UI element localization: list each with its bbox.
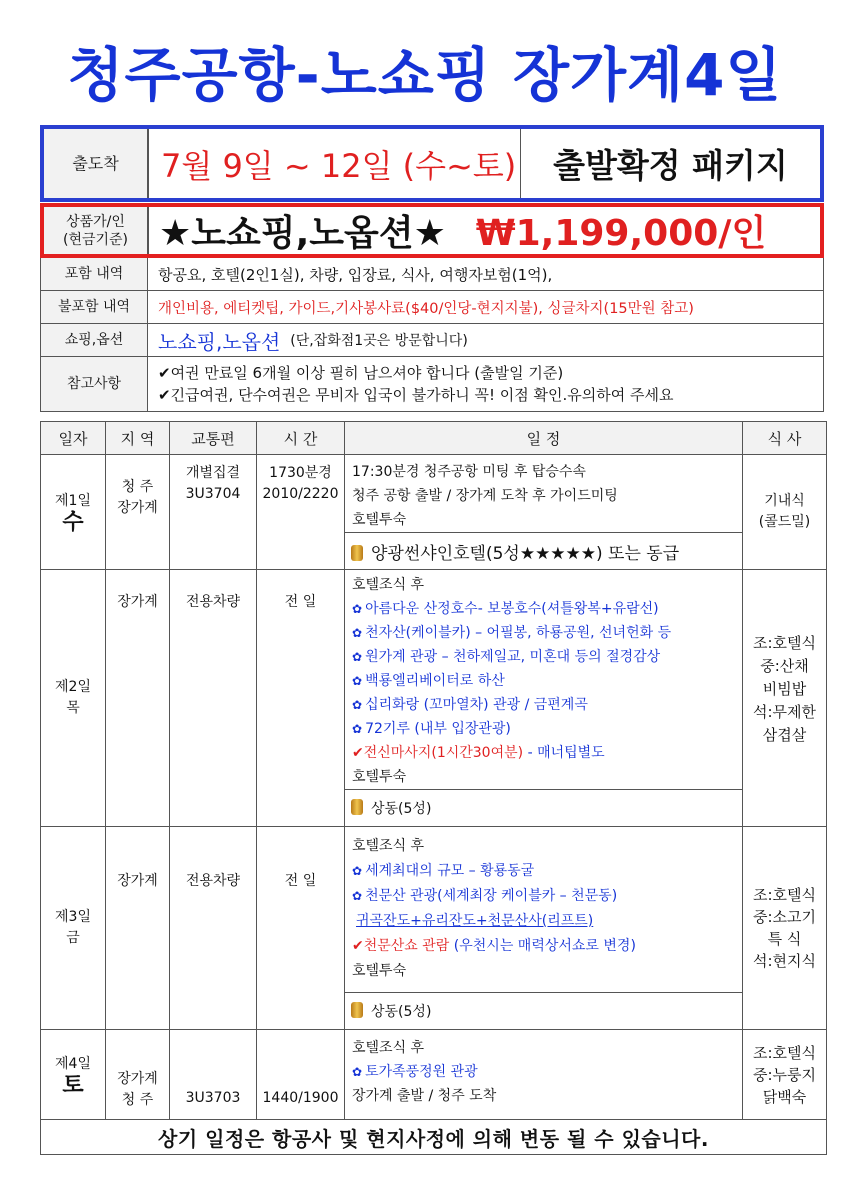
day1-hotel (345, 533, 743, 570)
day3-num: 제3일 (55, 909, 91, 925)
day2-meal-4: 석:무제한 (752, 703, 816, 721)
price-value (149, 207, 766, 254)
notes-value (148, 357, 673, 411)
day1-transport (170, 455, 257, 570)
shopping-value-main: 노쇼핑,노옵션 (158, 329, 281, 354)
include-row (40, 258, 824, 291)
flower-bullet-icon: ✿ (352, 626, 363, 640)
day4-region-2: 청 주 (121, 1092, 154, 1108)
day4-region-1: 장가계 (117, 1071, 158, 1087)
day2-hotel (345, 790, 743, 827)
header-transport: 교통편 (170, 422, 257, 455)
date-range: 7월 9일 ~ 12일 (수~토) (149, 129, 521, 198)
day3-meal (743, 827, 827, 1030)
day3-item-2 (352, 884, 742, 909)
table-header-row (41, 422, 827, 455)
day1-meal (743, 455, 827, 570)
day2-item-4-text: 백룡엘리베이터로 하산 (365, 673, 505, 689)
flower-bullet-icon: ✿ (352, 602, 363, 616)
day2-item-6 (352, 717, 742, 741)
day3-time: 전 일 (257, 827, 345, 1030)
day1-line-3: 호텔투숙 (352, 512, 407, 528)
table-row (41, 570, 827, 790)
day1-hotel-name: 양광썬샤인호텔(5성★★★★★) 또는 동급 (371, 543, 680, 564)
day3-meal-2: 중:소고기 (752, 908, 816, 926)
day4-item-text: 토가족풍정원 관광 (365, 1064, 478, 1080)
day2-item-5-text: 십리화랑 (꼬마열차) 관광 / 금편계곡 (365, 697, 588, 713)
day3-hotel (345, 993, 743, 1030)
day3-item-2b: 귀곡잔도+유리잔도+천문산사(리프트) (356, 913, 594, 929)
footer-note: 상기 일정은 항공사 및 현지사정에 의해 변동 될 수 있습니다. (41, 1120, 827, 1155)
price-label (44, 207, 149, 254)
day2-item-5 (352, 693, 742, 717)
day3-item-2-text: 천문산 관광(세계최장 케이블카 – 천문동) (365, 888, 618, 904)
day2-line-last: 호텔투숙 (352, 769, 407, 785)
day2-massage-text: 전신마사지(1시간30여분) (363, 745, 524, 761)
departure-row (40, 125, 824, 202)
price-label-line-1: 상품가/인 (66, 213, 125, 230)
hotel-icon (351, 545, 363, 561)
include-value: 항공요, 호텔(2인1실), 차량, 입장료, 식사, 여행자보험(1억), (158, 265, 553, 284)
day3-dow: 금 (66, 930, 80, 946)
flower-bullet-icon: ✿ (352, 1065, 363, 1079)
day4-meal-2: 중:누룽지 (752, 1065, 816, 1084)
day4-dow: 토 (62, 1072, 84, 1098)
day2-item-1-text: 아름다운 산정호수- 보봉호수(셔틀왕복+유람선) (365, 601, 659, 617)
itinerary-table (40, 421, 827, 1155)
flower-bullet-icon: ✿ (352, 698, 363, 712)
header-date: 일자 (41, 422, 106, 455)
day4-meal-1: 조:호텔식 (752, 1043, 816, 1062)
day2-schedule (345, 570, 743, 790)
day1-region-1: 청 주 (121, 479, 154, 495)
day4-region (106, 1030, 170, 1120)
day2-transport: 전용차량 (170, 570, 257, 827)
note-visa: ✔긴급여권, 단수여권은 무비자 입국이 불가하니 꼭! 이점 확인.유의하여 주세요 (158, 386, 674, 404)
day3-date (41, 827, 106, 1030)
table-row (41, 1120, 827, 1155)
day2-hotel-name: 상동(5성) (371, 801, 432, 817)
day1-line-2: 청주 공항 출발 / 장가계 도착 후 가이드미팅 (352, 488, 618, 504)
day1-schedule (345, 455, 743, 533)
shopping-row (40, 324, 824, 357)
day4-num: 제4일 (55, 1055, 91, 1072)
shopping-note: (단,잡화점1곳은 방문합니다) (290, 333, 468, 349)
header-region: 지 역 (106, 422, 170, 455)
day3-hotel-name: 상동(5성) (371, 1004, 432, 1020)
exclude-row (40, 291, 824, 324)
day2-massage-note: - 매너팁별도 (527, 745, 605, 761)
header-schedule: 일 정 (345, 422, 743, 455)
day2-item-1 (352, 597, 742, 621)
day3-line-last: 호텔투숙 (352, 963, 407, 979)
day1-region-2: 장가계 (117, 500, 158, 516)
day2-item-3 (352, 645, 742, 669)
day4-meal (743, 1030, 827, 1120)
exclude-value: 개인비용, 에티켓팁, 가이드,기사봉사료($40/인당-현지지불), 싱글차지(15만원 참고) (158, 300, 694, 317)
day2-time: 전 일 (257, 570, 345, 827)
notes-row (40, 357, 824, 412)
no-shopping-badge: ★노쇼핑,노옵션★ (159, 213, 446, 254)
day2-massage (352, 741, 742, 765)
day2-meal-2: 중:산채 (760, 657, 809, 675)
day4-date (41, 1030, 106, 1120)
exclude-label: 불포함 내역 (41, 291, 148, 323)
day2-item-2-text: 천자산(케이블카) – 어필봉, 하룡공원, 선녀헌화 등 (365, 625, 672, 641)
day3-line-first: 호텔조식 후 (352, 838, 425, 854)
day1-num: 제1일 (55, 493, 91, 509)
price-label-line-2: (현금기준) (62, 231, 129, 248)
flower-bullet-icon: ✿ (352, 722, 363, 736)
day4-line-first: 호텔조식 후 (352, 1040, 425, 1056)
day3-show (352, 934, 742, 959)
day3-meal-1: 조:호텔식 (752, 886, 816, 904)
day3-item-1 (352, 859, 742, 884)
day1-time (257, 455, 345, 570)
day1-region (106, 455, 170, 570)
price-row (40, 203, 824, 258)
day1-transport-2: 3U3704 (185, 486, 241, 502)
flower-bullet-icon: ✿ (352, 864, 363, 878)
day2-line-first: 호텔조식 후 (352, 577, 425, 593)
day2-item-3-text: 원가계 관광 – 천하제일교, 미혼대 등의 절경감상 (365, 649, 661, 665)
check-icon: ✔ (352, 745, 364, 761)
shopping-label: 쇼핑,옵션 (41, 324, 148, 356)
notes-label: 참고사항 (41, 357, 148, 411)
flower-bullet-icon: ✿ (352, 674, 363, 688)
include-label: 포함 내역 (41, 258, 148, 290)
table-row (41, 827, 827, 993)
day4-time: 1440/1900 (257, 1030, 345, 1120)
check-icon: ✔ (352, 938, 364, 954)
day4-line-last: 장가계 출발 / 청주 도착 (352, 1088, 497, 1104)
day3-region: 장가계 (106, 827, 170, 1030)
hotel-icon (351, 799, 363, 815)
day2-num: 제2일 (55, 679, 91, 695)
day2-meal-1: 조:호텔식 (752, 634, 816, 652)
header-meal: 식 사 (743, 422, 827, 455)
page-title: 청주공항-노쇼핑 장가계4일 (67, 41, 783, 109)
day3-schedule (345, 827, 743, 993)
departure-label: 출도착 (44, 129, 149, 198)
header-time: 시 간 (257, 422, 345, 455)
price-amount: ₩1,199,000/인 (475, 213, 767, 254)
day1-transport-1: 개별집결 (185, 465, 241, 481)
day2-item-6-text: 72기루 (내부 입장관광) (365, 721, 511, 737)
day1-date (41, 455, 106, 570)
day2-item-2 (352, 621, 742, 645)
day3-transport: 전용차량 (170, 827, 257, 1030)
table-row (41, 1030, 827, 1120)
day2-date (41, 570, 106, 827)
day2-item-4 (352, 669, 742, 693)
table-row (41, 455, 827, 533)
day2-meal (743, 570, 827, 827)
day1-meal-1: 기내식 (764, 493, 805, 509)
day4-transport: 3U3703 (170, 1030, 257, 1120)
day2-region: 장가계 (106, 570, 170, 827)
day1-meal-2: (콜드밀) (758, 514, 811, 530)
day2-dow: 목 (66, 700, 80, 716)
package-type: 출발확정 패키지 (553, 146, 788, 185)
flower-bullet-icon: ✿ (352, 650, 363, 664)
day4-schedule (345, 1030, 743, 1120)
day1-time-2: 2010/2220 (262, 486, 339, 502)
day3-meal-4: 석:현지식 (752, 952, 816, 970)
flower-bullet-icon: ✿ (352, 889, 363, 903)
day3-show-note: (우천시는 매력상서쇼로 변경) (453, 938, 636, 954)
day3-show-text: 천문산쇼 관람 (363, 938, 450, 954)
day3-item-1-text: 세계최대의 규모 – 황룡동굴 (365, 863, 535, 879)
hotel-icon (351, 1002, 363, 1018)
day2-meal-3: 비빔밥 (762, 680, 807, 698)
note-passport-validity: ✔여권 만료일 6개월 이상 필히 남으셔야 합니다 (출발일 기준) (158, 364, 564, 382)
day1-dow: 수 (62, 510, 84, 535)
day3-meal-3: 특 식 (767, 930, 802, 948)
day4-meal-3: 닭백숙 (762, 1087, 807, 1106)
day2-meal-5: 삼겹살 (762, 726, 807, 744)
day1-time-1: 1730분경 (269, 465, 332, 481)
day1-line-1: 17:30분경 청주공항 미팅 후 탑승수속 (352, 464, 586, 480)
shopping-value (148, 324, 468, 356)
day4-item (352, 1060, 742, 1084)
